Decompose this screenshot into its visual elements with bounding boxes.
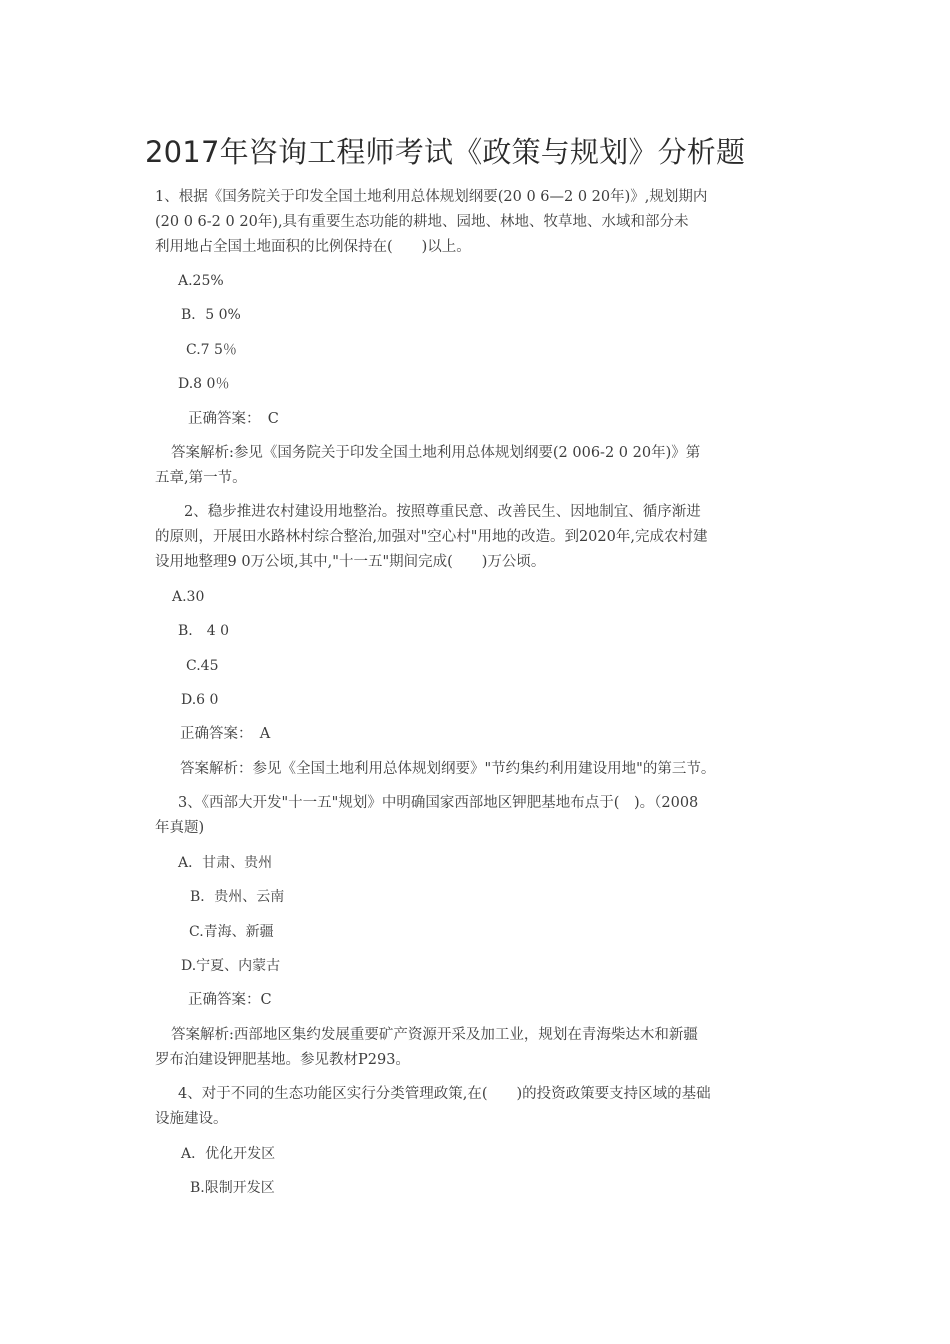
- question-3-answer: 正确答案：C: [188, 992, 272, 1008]
- question-1-option-a: A.25%: [178, 273, 224, 289]
- question-2-option-d: D.6 0: [181, 692, 219, 708]
- question-2-stem-line-1: 2、稳步推进农村建设用地整治。按照尊重民意、改善民生、因地制宜、循序渐进: [184, 504, 701, 520]
- question-3-option-d: D.宁夏、内蒙古: [181, 958, 281, 974]
- question-2-analysis-line-1: 答案解析：参见《全国土地利用总体规划纲要》"节约集约利用建设用地"的第三节。: [180, 761, 716, 777]
- question-2-option-c: C.45: [186, 658, 219, 674]
- question-4-stem-line-2: 设施建设。: [155, 1111, 228, 1127]
- question-3-analysis-line-1: 答案解析:西部地区集约发展重要矿产资源开采及加工业，规划在青海柴达木和新疆: [171, 1027, 698, 1043]
- question-1-analysis-line-2: 五章,第一节。: [155, 470, 247, 486]
- question-3-stem-line-1: 3、《西部大开发"十一五"规划》中明确国家西部地区钾肥基地布点于( )。（2008: [178, 795, 699, 811]
- question-1-stem-line-3: 利用地占全国土地面积的比例保持在( )以上。: [155, 239, 471, 255]
- question-3-option-b: B．贵州、云南: [190, 889, 285, 905]
- question-2-stem-line-2: 的原则，开展田水路林村综合整治,加强对"空心村"用地的改造。到2020年,完成农村建: [155, 529, 708, 545]
- question-1-option-c: C.7 5％: [186, 342, 237, 358]
- question-4-option-a: A．优化开发区: [181, 1146, 276, 1162]
- question-3-analysis-line-2: 罗布泊建设钾肥基地。参见教材P293。: [155, 1052, 410, 1068]
- question-4-option-b: B.限制开发区: [190, 1180, 275, 1196]
- question-4-stem-line-1: 4、对于不同的生态功能区实行分类管理政策,在( )的投资政策要支持区域的基础: [178, 1086, 711, 1102]
- question-3-option-a: A．甘肃、贵州: [178, 855, 273, 871]
- question-2-answer: 正确答案： A: [180, 726, 271, 742]
- question-1-stem-line-2: (20 0 6-2 0 20年),具有重要生态功能的耕地、园地、林地、牧草地、水域和部分未: [155, 214, 689, 230]
- question-1-stem-line-1: 1、根据《国务院关于印发全国土地利用总体规划纲要(20 0 6—2 0 20年)》,规划期内: [155, 189, 708, 205]
- question-2-stem-line-3: 设用地整理9 0万公顷,其中,"十一五"期间完成( )万公顷。: [155, 554, 546, 570]
- question-2-option-a: A.30: [172, 589, 205, 605]
- question-1-answer: 正确答案： C: [188, 411, 279, 427]
- question-3-stem-line-2: 年真题): [155, 820, 205, 836]
- question-3-option-c: C.青海、新疆: [189, 924, 274, 940]
- question-2-option-b: B. 4 0: [178, 623, 230, 639]
- page-title: 2017年咨询工程师考试《政策与规划》分析题: [145, 135, 746, 169]
- question-1-option-d: D.8 0％: [178, 376, 230, 392]
- question-1-option-b: B．5 0%: [181, 307, 241, 323]
- question-1-analysis-line-1: 答案解析:参见《国务院关于印发全国土地利用总体规划纲要(2 006-2 0 20年)》第: [171, 445, 701, 461]
